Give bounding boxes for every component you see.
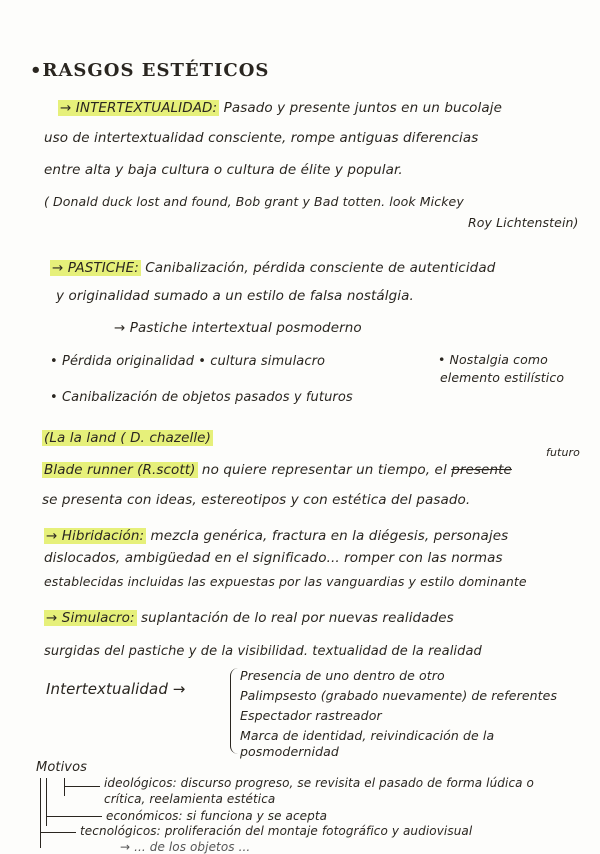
simul-line-1 [44, 610, 454, 626]
hibrid-text-1: mezcla genérica, fractura en la diégesis, personajes [146, 528, 509, 544]
blade-line-1 [42, 462, 512, 478]
blade-text-1: no quiere representar un tiempo, el [197, 462, 452, 478]
hibrid-term: → Hibridación: [46, 528, 145, 544]
pastiche-bullets-1c: elemento estilístico [440, 370, 565, 385]
summary-item-4: Marca de identidad, reivindicación de la [240, 728, 495, 743]
motivos-item-5: → ... de los objetos ... [120, 840, 251, 854]
lalaland-line [42, 430, 213, 446]
page-title: •RASGOS ESTÉTICOS [30, 60, 270, 81]
motivos-branch-a [64, 778, 65, 796]
hibrid-line-2: dislocados, ambigüedad en el significado... romper con las normas [44, 550, 503, 566]
blade-correction: futuro [546, 446, 580, 459]
pastiche-term: → PASTICHE: [52, 260, 139, 276]
pastiche-text-1: Canibalización, pérdida consciente de autenticidad [140, 260, 496, 276]
intertext-line-1 [58, 100, 502, 116]
pastiche-bullets-1: • Pérdida originalidad • cultura simulacro [50, 354, 326, 369]
blade-title: Blade runner (R.scott) [44, 462, 196, 478]
pastiche-line-2: y originalidad sumado a un estilo de falsa nostálgia. [56, 288, 414, 304]
simul-text-1: suplantación de lo real por nuevas realidades [136, 610, 454, 626]
intertext-example: ( Donald duck lost and found, Bob grant y Bad totten. look Mickey [44, 194, 464, 209]
summary-label: Intertextualidad → [46, 680, 186, 698]
motivos-branch-b [46, 778, 47, 826]
lalaland-text: (La la land ( D. chazelle) [44, 430, 211, 446]
motivos-item-3: económicos: si funciona y se acepta [106, 809, 328, 823]
pastiche-line-3: → Pastiche intertextual posmoderno [114, 320, 362, 336]
simul-line-2: surgidas del pastiche y de la visibilidad. textualidad de la realidad [44, 644, 482, 659]
motivos-label: Motivos [36, 760, 87, 775]
blade-struck: presente [451, 462, 512, 478]
intertext-term: → INTERTEXTUALIDAD: [60, 100, 218, 116]
hibrid-line-1 [44, 528, 508, 544]
summary-item-5: posmodernidad [240, 744, 339, 759]
motivos-branch-a-h [64, 786, 100, 787]
intertext-line-4 [44, 194, 464, 209]
motivos-branch-c [40, 778, 41, 848]
motivos-item-2: crítica, reelamienta estética [104, 792, 276, 806]
motivos-branch-c-h [40, 832, 76, 833]
pastiche-bullets-1b: • Nostalgia como [438, 352, 548, 367]
intertext-text-1: Pasado y presente juntos en un bucolaje [219, 100, 503, 116]
summary-item-3: Espectador rastreador [240, 708, 382, 723]
summary-item-1: Presencia de uno dentro de otro [240, 668, 445, 683]
intertext-line-5: Roy Lichtenstein) [468, 215, 579, 230]
intertext-line-3: entre alta y baja cultura o cultura de élite y popular. [44, 162, 403, 178]
hibrid-line-3: establecidas incluidas las expuestas por las vanguardias y estilo dominante [44, 574, 527, 589]
summary-item-2: Palimpsesto (grabado nuevamente) de referentes [240, 688, 558, 703]
blade-line-2: se presenta con ideas, estereotipos y con estética del pasado. [42, 492, 471, 508]
simul-term: → Simulacro: [46, 610, 135, 626]
motivos-branch-b-h [46, 816, 102, 817]
motivos-item-1: ideológicos: discurso progreso, se revisita el pasado de forma lúdica o [104, 776, 534, 790]
motivos-item-4: tecnológicos: proliferación del montaje fotográfico y audiovisual [80, 824, 473, 838]
pastiche-bullets-2: • Canibalización de objetos pasados y futuros [50, 390, 353, 405]
intertext-line-2: uso de intertextualidad consciente, rompe antiguas diferencias [44, 130, 479, 146]
pastiche-line-1 [50, 260, 495, 276]
